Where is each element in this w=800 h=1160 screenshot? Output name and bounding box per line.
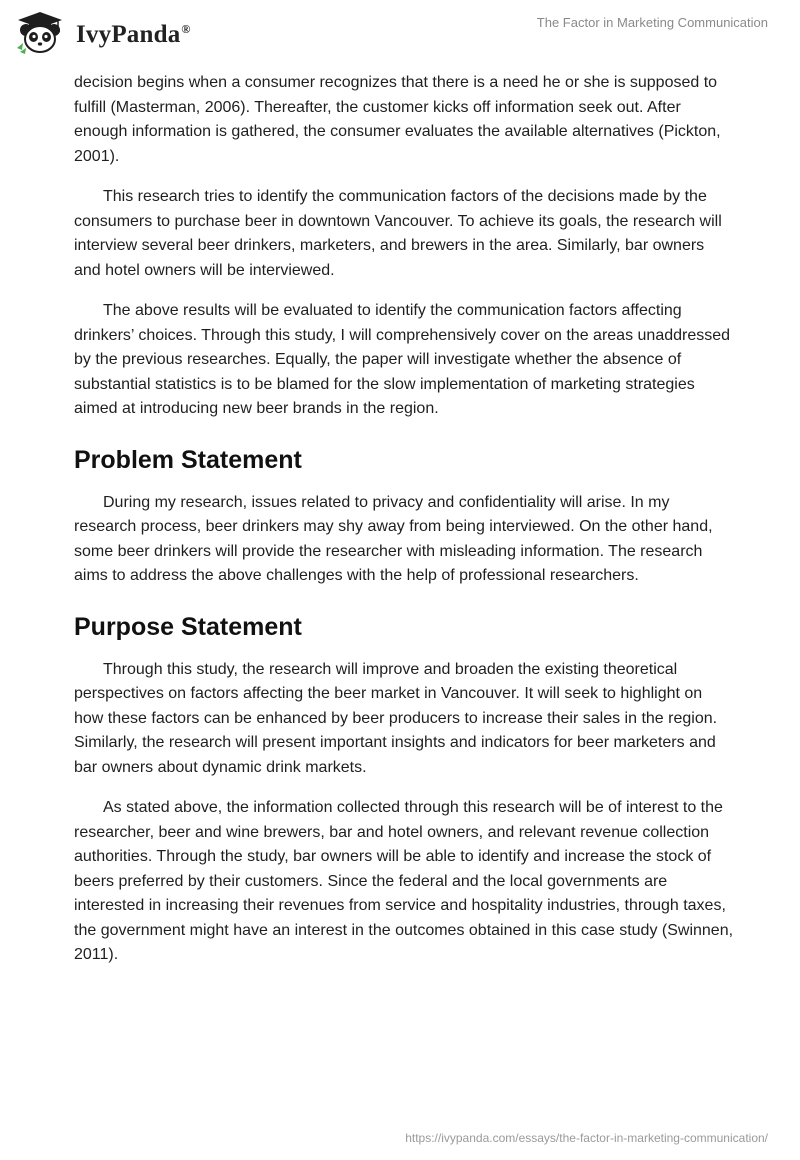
page-header <box>0 0 800 70</box>
body-paragraph: This research tries to identify the communication factors of the decisions made by the consumers to purchase beer in downtown Vancouver. To achieve its goals, the research will interview several beer drinkers, marketers, and brewers in the area. Similarly, bar owners and hotel owners will be interviewed. <box>74 188 722 279</box>
source-url-link[interactable]: https://ivypanda.com/essays/the-factor-in-marketing-communication/ <box>405 1131 768 1145</box>
body-paragraph: As stated above, the information collected through this research will be of interest to the researcher, beer and wine brewers, bar and hotel owners, and relevant revenue collection authorities. Through the study, bar owners will be able to identify and increase the stock of beers preferred by their customers. Since the federal and the local governments are interested in increasing their revenues from service and hospitality industries, through taxes, the government might have an interest in the outcomes obtained in this case study (Swinnen, 2011). <box>74 799 734 963</box>
registered-mark: ® <box>181 22 191 36</box>
brand-name: IvyPanda® <box>76 21 191 48</box>
document-title: The Factor in Marketing Communication <box>536 15 768 30</box>
ivypanda-logo[interactable] <box>14 8 204 58</box>
body-paragraph: During my research, issues related to privacy and confidentiality will arise. In my research process, beer drinkers may shy away from being interviewed. On the other hand, some beer drinkers will provide the researcher with misleading information. The research aims to address the above challenges with the help of professional researchers. <box>74 493 713 584</box>
body-paragraph: Through this study, the research will improve and broaden the existing theoretical perspectives on factors affecting the beer market in Vancouver. It will seek to highlight on how these factors can be enhanced by beer producers to increase their sales in the region. Similarly, the research will present important insights and indicators for beer marketers and bar owners about dynamic drink markets. <box>74 660 718 776</box>
problem-statement-heading: Problem Statement <box>74 445 302 474</box>
body-paragraph: The above results will be evaluated to identify the communication factors affecting drinkers’ choices. Through this study, I will comprehensively cover on the areas unaddressed by the previous researches. Equally, the paper will investigate whether the absence of substantial statistics is to be blamed for the slow implementation of marketing strategies aimed at introducing new beer brands in the region. <box>74 302 731 417</box>
purpose-statement-heading: Purpose Statement <box>74 612 302 641</box>
essay-body <box>74 71 734 984</box>
body-paragraph: decision begins when a consumer recognizes that there is a need he or she is supposed to fulfill (Masterman, 2006). Thereafter, the customer kicks off information seek out. After enough information is gathered, the consumer evaluates the available alternatives (Pickton, 2001). <box>74 74 721 165</box>
